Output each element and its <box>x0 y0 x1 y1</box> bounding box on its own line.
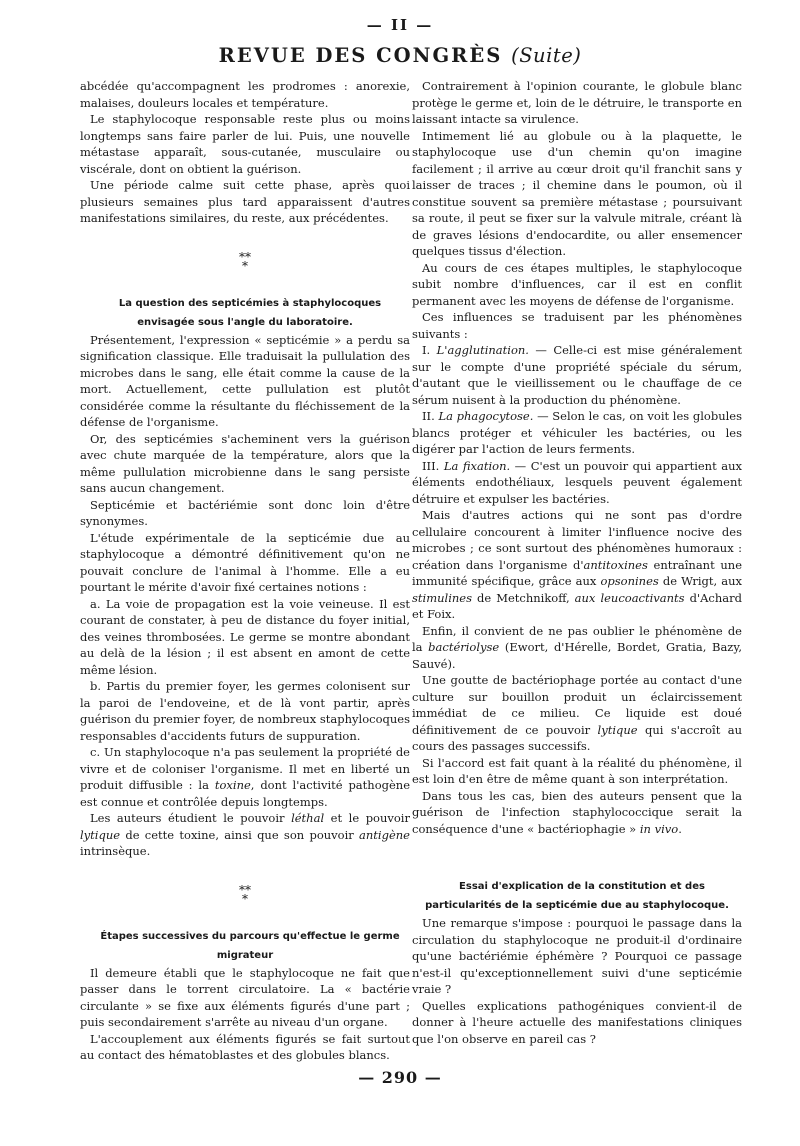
paragraph <box>412 788 742 838</box>
italic-term: toxine <box>214 778 251 792</box>
italic-term: stimulines <box>412 590 472 605</box>
paragraph: a. La voie de propagation est la voie veineuse. Il est courant de constater, à peu de distance du foyer initial, des veines thrombosées. Le germe se montre abondant au delà de la lésion ; il est absent en amont de cette même lésion. <box>80 596 410 677</box>
italic-term: L'agglutination. <box>436 343 529 357</box>
italic-term: La fixation. <box>443 458 511 473</box>
text-run: d'Achard et Foix. <box>412 590 742 621</box>
paragraph: abcédée qu'accompagnent les prodromes : anorexie, malaises, douleurs locales et température. <box>80 79 410 110</box>
italic-term: léthal <box>291 811 325 825</box>
paragraph: Septicémie et bactériémie sont donc loin d'être synonymes. <box>80 497 410 528</box>
italic-term: La phagocytose. <box>438 409 534 423</box>
page-title <box>0 44 800 67</box>
right-column <box>412 78 742 1047</box>
italic-term: antigène <box>359 827 410 842</box>
text-run: de cette toxine, ainsi que son pouvoir <box>120 827 360 842</box>
title-suite: (Suite) <box>511 44 582 67</box>
italic-term: bactériolyse <box>428 640 500 654</box>
paragraph: Intimement lié au globule ou à la plaquette, le staphylocoque use d'un chemin qu'on imagine facilement ; il arrive au cœur droit qu'il franchit sans y laisser de traces ; il chemine dans le poumon, où il constitue souvent sa première métastase ; poursuivant sa route, il peut se fixer sur la valvule mitrale, créant là de graves lésions d'endocardite, ou aller ensemencer quelques tissus d'élection. <box>412 128 742 258</box>
text-run: qui s'accroît au cours des passages successifs. <box>412 722 742 753</box>
page-number: — 290 — <box>358 1068 442 1087</box>
text-run: Une goutte de bactériophage portée au contact d'une culture sur bouillon produit un éclaircissement immédiat de ce milieu. Ce liquide est doué définitivement de ce pouvoir <box>412 673 742 737</box>
paragraph: Or, des septicémies s'acheminent vers la guérison avec chute marquée de la température, alors que la même pullulation microbienne dans le sang persiste sans aucun changement. <box>80 431 410 495</box>
text-run: entraînant une immunité spécifique, grâce aux <box>412 557 742 588</box>
text-run: Dans tous les cas, bien des auteurs pensent que la guérison de l'infection staphylococcique serait la conséquence d'une « bactériophagie » <box>412 788 742 836</box>
paragraph <box>80 810 410 860</box>
italic-term: antitoxines <box>583 557 648 572</box>
asterism-separator <box>80 882 410 906</box>
text-run: de Wrigt, aux <box>658 574 743 588</box>
spacer <box>412 837 742 877</box>
italic-term: lytique <box>597 722 638 737</box>
paragraph <box>412 623 742 673</box>
paragraph: Une période calme suit cette phase, après quoi plusieurs semaines plus tard apparaissent d'autres manifestations similaires, du reste, aux précédentes. <box>80 178 410 225</box>
text-run: Enfin, il convient de ne pas oublier le phénomène de la <box>412 623 742 654</box>
section-heading: Étapes successives du parcours qu'effectue le germe migrateur <box>100 930 400 961</box>
text-run: Les auteurs étudient le pouvoir <box>90 811 292 825</box>
text-run: et le pouvoir <box>324 811 410 825</box>
left-column <box>80 78 410 1064</box>
text-run: III. <box>422 458 444 473</box>
italic-term: lytique <box>80 827 121 842</box>
section-heading: Essai d'explication de la constitution et des particularités de la septicémie due au staphylocoque. <box>425 881 729 911</box>
italic-term: in vivo <box>639 821 679 836</box>
text-run: c. Un staphylocoque n'a pas seulement la propriété de vivre et de coloniser l'organisme. Il met en liberté un produit diffusible : la <box>80 745 410 792</box>
text-run: . <box>678 821 682 836</box>
text-run: (Ewort, d'Hérelle, Bordet, Gratia, Bazy, Sauvé). <box>412 640 742 671</box>
text-run: II. <box>422 409 439 423</box>
text-run: — C'est un pouvoir qui appartient aux éléments endothéliaux, lesquels peuvent également détruire et expulser les bactéries. <box>412 458 742 506</box>
asterism-text: ** * <box>239 882 251 906</box>
paragraph <box>412 342 742 408</box>
paragraph: Présentement, l'expression « septicémie » a perdu sa signification classique. Elle traduisait la pullulation des microbes dans le sang, elle était comme la cause de la mort. Actuellement, cette pullulation est plutôt considérée comme la résultante du fléchissement de la défense de l'organisme. <box>80 332 410 429</box>
title-text: REVUE DES CONGRÈS <box>218 44 503 67</box>
paragraph: Il demeure établi que le staphylocoque ne fait que passer dans le torrent circulatoire. La « bactérie circulante » se fixe aux éléments figurés d'une part ; puis secondairement s'arrête au niveau d'un organe. <box>80 965 410 1029</box>
italic-term: aux leucoactivants <box>574 590 685 605</box>
asterism-separator <box>80 249 410 273</box>
text-run: Mais d'autres actions qui ne sont pas d'ordre cellulaire concourent à limiter l'influence nocive des microbes ; ce sont surtout des phénomènes humoraux : création dans l'organisme d' <box>412 508 742 572</box>
paragraph: L'accouplement aux éléments figurés se fait surtout au contact des hématoblastes et des globules blancs. <box>80 1031 410 1062</box>
text-run: I. <box>422 343 437 357</box>
paragraph: Si l'accord est fait quant à la réalité du phénomène, il est loin d'en être de même quant à son interprétation. <box>412 755 742 786</box>
paragraph: Quelles explications pathogéniques convient-il de donner à l'heure actuelle des manifestations cliniques que l'on observe en pareil cas ? <box>412 998 742 1046</box>
page-roman-numeral: — II — <box>366 16 434 34</box>
section-heading: La question des septicémies à staphylocoques envisagée sous l'angle du laboratoire. <box>118 297 382 328</box>
asterism-text: ** * <box>239 249 251 273</box>
text-run: intrinsèque. <box>80 844 151 858</box>
text-run: — Selon le cas, on voit les globules blancs protéger et véhiculer les bactéries, ou les digérer par l'action de leurs ferments. <box>412 409 743 456</box>
paragraph: Au cours de ces étapes multiples, le staphylocoque subit nombre d'influences, car il est en conflit permanent avec les moyens de défense de l'organisme. <box>412 260 742 308</box>
paragraph: Contrairement à l'opinion courante, le globule blanc protège le germe et, loin de le détruire, le transporte en laissant intacte sa virulence. <box>412 79 742 126</box>
paragraph: L'étude expérimentale de la septicémie due au staphylocoque a démontré définitivement qu'on ne pouvait conclure de l'animal à l'homme. Elle a eu pourtant le mérite d'avoir fixé certaines notions : <box>80 530 410 594</box>
paragraph <box>412 672 742 755</box>
paragraph: Le staphylocoque responsable reste plus ou moins longtemps sans faire parler de lui. Puis, une nouvelle métastase apparaît, sous-cutanée, musculaire ou viscérale, dont on obtient la guérison. <box>80 112 410 176</box>
text-run: — Celle-ci est mise généralement sur le compte d'une propriété spéciale du sérum, d'autant que le vieillissement ou le chauffage de ce sérum nuisent à la production du phénomène. <box>412 343 742 407</box>
paragraph: Une remarque s'impose : pourquoi le passage dans la circulation du staphylocoque ne produit-il d'ordinaire qu'une bactériémie éphémère ? Pourquoi ce passage n'est-il qu'exceptionnellement suivi d'une septicémie vraie ? <box>412 916 742 996</box>
paragraph <box>412 507 742 623</box>
paragraph: b. Partis du premier foyer, les germes colonisent sur la paroi de l'endoveine, et de là vont partir, après guérison du premier foyer, de nombreux staphylocoques responsables d'accidents futurs de suppuration. <box>80 679 410 743</box>
text-run: , dont l'activité pathogène est connue et contrôlée depuis longtemps. <box>80 778 410 809</box>
text-run: de Metchnikoff, <box>471 590 575 605</box>
paragraph <box>412 408 742 458</box>
paragraph <box>412 458 742 508</box>
paragraph <box>80 744 410 810</box>
italic-term: opsonines <box>600 574 659 588</box>
paragraph: Ces influences se traduisent par les phénomènes suivants : <box>412 310 742 341</box>
